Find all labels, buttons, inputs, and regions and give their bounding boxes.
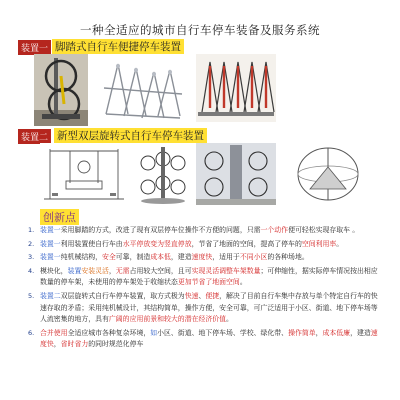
innovation-list [28,225,384,353]
text-run: 空间利用率 [301,239,337,248]
text-run: 便捷 [205,291,220,300]
text-run: ，适用于 [212,253,240,262]
text-run: 更加节省了地面空间 [177,278,240,287]
text-run: 的各种场地。 [267,253,309,262]
list-item [28,252,384,264]
text-run: 成本低 [150,253,171,262]
text-run: ， [108,266,116,275]
bike-pedal-photo [34,54,88,126]
rotary-platform-diagram [288,143,368,205]
text-run: 安全 [102,253,116,262]
list-item-text [40,225,384,237]
text-run: ， [53,340,61,349]
text-run: 成本低廉 [322,328,351,337]
text-run: 纯机械结构， [60,253,103,262]
list-item-number: 1. [28,226,35,234]
text-run: 装置一 [40,253,61,262]
lift-mechanism-diagram [40,143,128,205]
text-run: 操作简单 [288,328,316,337]
list-item-text [40,252,384,264]
text-run: 全适应城市各种复杂环境， [67,328,151,337]
text-run: 无需 [115,266,130,275]
text-run: 可靠，制造 [115,253,151,262]
text-run: 装置二 [40,291,61,300]
list-item-number: 4. [28,266,35,275]
section-tag-1: 装置一 [18,40,51,55]
text-run: 速度快 [40,328,378,349]
list-item-number: 3. [28,253,35,262]
text-run: 的同时规范化停车 [88,340,144,349]
list-item-number: 2. [28,239,35,248]
text-run: 广阔的应用前景和较大的潜在经济价值 [108,315,227,324]
text-run: ，建造 [170,253,192,262]
list-item-number: 5. [28,291,35,300]
parking-rack-photo [196,54,276,122]
text-run: ，节省了地面的空间，提高了停车的 [191,239,302,248]
text-run: 如 [150,328,158,337]
text-run: 小区、街道、地下停车场、学校、绿化带、 [157,328,289,337]
text-run: 不同小区 [239,253,268,262]
list-item [28,291,384,326]
list-item-text [40,239,384,251]
section-tag-2: 装置二 [18,129,51,144]
text-run: 合并使用 [40,328,68,337]
text-run: 利用装置使自行车由 [60,239,123,248]
text-run: ，建造 [350,328,371,337]
list-item [28,239,384,251]
text-run: 占用较大空间，且可 [129,266,192,275]
section-title-2: 新型双层旋转式自行车停车装置 [54,128,207,143]
list-item [28,225,384,237]
text-run: 双层旋转式自行车停车装置，取方式极为 [60,291,185,300]
text-run: 。 [239,278,247,287]
text-run: 装置一 [40,226,61,234]
text-run: 实现灵活调整车架数量 [191,266,261,275]
page-title: 一种全适应的城市自行车停车装备及服务系统 [80,23,320,37]
text-run: 水平停放变为竖直停放 [122,239,192,248]
text-run: 省时省力 [60,340,89,349]
list-item-text [40,291,384,326]
text-run: 装置 [67,266,82,275]
list-item-text [40,328,384,351]
text-run: 速度快 [191,253,213,262]
text-run: ， [315,328,323,337]
rotary-parking-photo [196,143,276,205]
rotary-bike-stand-render [136,143,190,205]
text-run: ，解决了目前自行车集中存放与单个特定自行车的快速存取的矛盾；采用纯机械设计，其结构简单，操作方便，安全可靠，可广泛适用于小区、街道、地下停车场等人流密集的地方，具有 [40,291,378,324]
text-run: ；可伸缩性，据实际停车情况按出相应数量的停车架，未使用的停车架处于收缩状态 [40,266,378,287]
text-run: 、 [198,291,206,300]
innovation-heading: 创新点 [40,209,79,225]
text-run: 模块化， [40,266,68,275]
rack-diagram [98,54,184,122]
text-run: 一个动作 [260,226,289,234]
text-run: 。 [226,315,233,324]
text-run: 装置一 [40,239,61,248]
list-item [28,328,384,351]
section-title-1: 脚踏式自行车便捷停车装置 [52,39,184,54]
text-run: 采用脚踏的方式，改进了现有双层停车位操作不方便的问题，只需 [60,226,261,234]
text-run: 。 [336,239,344,248]
text-run: 快速 [184,291,199,300]
text-run: 便可轻松实现存取车 。 [288,226,360,234]
text-run: 安装灵活 [81,266,109,275]
list-item [28,266,384,289]
list-item-text [40,266,384,289]
list-item-number: 6. [28,328,35,337]
